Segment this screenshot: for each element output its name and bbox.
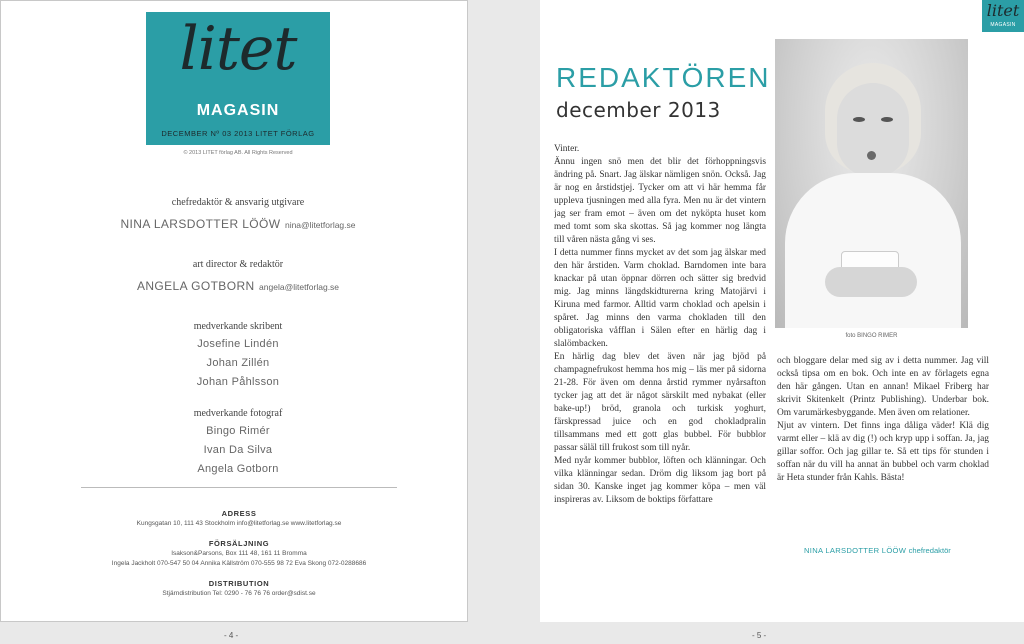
credit-editor: [81, 197, 395, 233]
credit-photographers: [81, 408, 395, 479]
distribution-block: [81, 579, 397, 599]
photo-mouth: [867, 151, 876, 160]
text-column-1: [554, 143, 766, 571]
photographer-name: Ivan Da Silva: [203, 444, 273, 456]
credit-role: medverkande skribent: [193, 321, 283, 332]
photographer-name: Bingo Rimér: [206, 425, 270, 437]
credit-email[interactable]: angela@litetforlag.se: [259, 282, 340, 292]
staff-credits: [81, 183, 395, 479]
photo-credit: foto BINGO RIMER: [845, 333, 898, 339]
editor-portrait-photo: [775, 39, 968, 328]
address-line: Kungsgatan 10, 111 43 Stockholm info@litetforlag.se www.litetforlag.se: [136, 520, 342, 527]
address-block: [81, 509, 397, 529]
litet-magasin-logo: [146, 12, 330, 145]
credit-writers: [81, 321, 395, 392]
page-subtitle: december 2013: [556, 98, 721, 122]
photo-hands: [825, 267, 917, 297]
credit-role: chefredaktör & ansvarig utgivare: [171, 197, 305, 208]
sales-block: [81, 539, 397, 569]
divider: [81, 487, 397, 488]
credit-name: NINA LARSDOTTER LÖÖW: [120, 217, 281, 231]
signature-role: chefredaktör: [908, 546, 951, 555]
writer-name: Josefine Lindén: [197, 338, 279, 350]
issue-line: DECEMBER Nº 03 2013 LITET FÖRLAG: [161, 129, 315, 138]
text-column-2: [777, 355, 989, 533]
signature-name: NINA LARSDOTTER LÖÖW: [804, 546, 907, 555]
photo-face: [837, 83, 909, 177]
paragraph: I detta nummer finns mycket av det som jag älskar med den här årstiden. Varm choklad. Barndomen inte bara knackar på utan öppnar dörren och sätter sig bredvid mig. Jag minns längdskidturerna kring Matojärvi i Kiruna med farmor. Alltid varm choklad och apelsin i spåret. Jag minns den varma chokladen till den obligatoriska våfflan i Sälen efter en härlig dag i slalömbacken.: [554, 248, 766, 349]
page-number-right: - 5 -: [752, 631, 767, 640]
copyright: © 2013 LITET förlag AB. All Rights Reserved: [183, 150, 293, 156]
paragraph: och bloggare delar med sig av i detta nummer. Jag vill också tipsa om en bok. Och inte en av förlagets egna den här gången. Utan en annan! Mikael Friberg har skrivit Skitenkelt (Printz Publishing). Underbar bok. Om varumärkesbyggande. Men även om relationer.: [777, 356, 989, 418]
page-title: REDAKTÖREN: [556, 62, 771, 93]
page-number-left: - 4 -: [224, 631, 239, 640]
distribution-line: Stjärndistribution Tel: 0290 - 76 76 76 order@sdist.se: [162, 590, 316, 597]
photo-eye: [881, 117, 893, 122]
right-page: [540, 0, 1024, 622]
credit-role: medverkande fotograf: [193, 408, 283, 419]
writer-name: Johan Zillén: [206, 357, 270, 369]
paragraph: Vinter.: [554, 144, 580, 154]
logo-script: litet: [179, 14, 297, 84]
photo-eye: [853, 117, 865, 122]
credit-art-director: [81, 259, 395, 295]
credit-role: art director & redaktör: [192, 259, 284, 270]
paragraph: Med nyår kommer bubblor, löften och klänningar. Och vilka klänningar sedan. Dröm dig liksom jag bort på sidan 30. Kanske inget jag kommer köpa – men väl inspireras av. Liksom de boktips författare: [554, 456, 766, 505]
left-page: [0, 0, 468, 622]
paragraph: En härlig dag blev det även när jag bjöd på champagnefrukost hemma hos mig – läs mer på sidorna 21-28. För även om denna årstid rymmer nyårsafton tycker jag att det är något särskilt med nybakat (eller bake-up!) bröd, granola och turkisk yoghurt, färskpressad juice och en god chokladpralin tillsammans med ett gott glas bubbel. För bubblor passar säläl till frukost som till nyår.: [554, 352, 766, 453]
mini-logo-script: litet: [986, 1, 1020, 20]
photographer-name: Angela Gotborn: [197, 463, 279, 475]
credit-email[interactable]: nina@litetforlag.se: [284, 220, 356, 230]
signature: [804, 546, 951, 555]
address-heading: ADRESS: [221, 509, 257, 518]
mini-logo-sub: MAGASIN: [990, 22, 1016, 28]
credit-name: ANGELA GOTBORN: [136, 279, 255, 293]
logo-subtitle: MAGASIN: [196, 102, 280, 119]
paragraph: Ännu ingen snö men det blir det förhoppningsvis ändring på. Snart. Jag älskar nämligen snön. Också. Jag är nog en årstidstjej. Tycker om att vi här hemma får uppleva tjusningen med alla fyra. Men nu är det vintern jag ser fram emot – även om det nyköpta huset kom med tomt som ska skottas. Så jag kommer nog längta till våren nästa gång vi ses.: [554, 157, 766, 245]
mini-logo: [982, 0, 1024, 32]
sales-line: Ingela Jackholt 070-547 50 04 Annika Källström 070-555 98 72 Eva Skong 072-0288686: [111, 560, 367, 567]
sales-line: Isakson&Parsons, Box 111 48, 161 11 Bromma: [171, 550, 307, 557]
distribution-heading: DISTRIBUTION: [208, 579, 270, 588]
sales-heading: FÖRSÄLJNING: [208, 539, 270, 548]
writer-name: Johan Påhlsson: [196, 376, 280, 388]
paragraph: Njut av vintern. Det finns inga dåliga väder! Klä dig varmt eller – klä av dig (!) och kryp upp i soffan. Ja, jag gillar soffor. Och jag gillar te. Så ett tips för stunden i soffan när du vill ha annat än bubbel och varm choklad är Heta stunder från Kahls. Bästa!: [777, 421, 989, 483]
